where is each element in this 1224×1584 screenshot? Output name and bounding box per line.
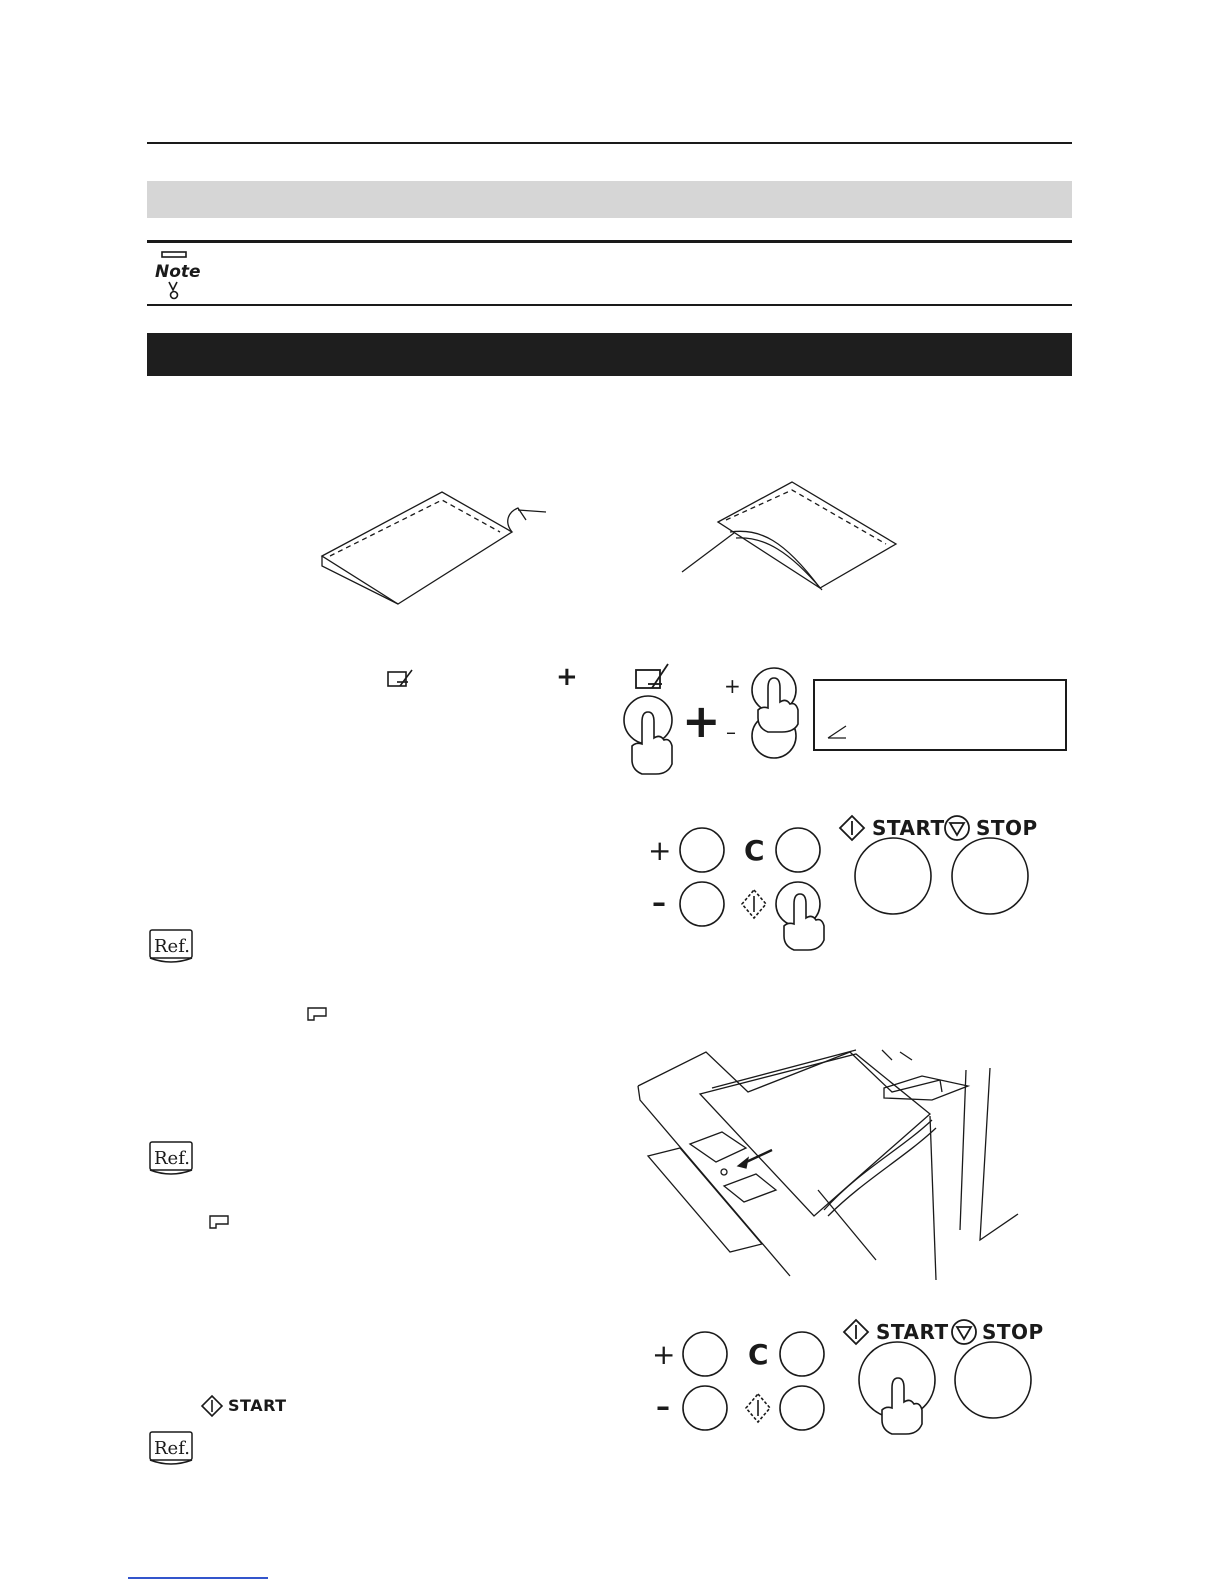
page-edge-icon [388,670,412,686]
panel3-minus-label: – [656,1390,670,1423]
svg-text:Ref.: Ref. [154,1438,190,1459]
inline-plus-symbol: + [556,662,578,692]
start-icon [202,1396,222,1416]
ref-book-icon [150,930,192,962]
panel2-clear-label: C [744,834,765,867]
panel1-big-plus: + [682,694,721,748]
panel3-clear-label: C [748,1338,769,1371]
ref-book-icon [150,1432,192,1464]
footer-link-underline[interactable] [128,1577,268,1579]
svg-text:Ref.: Ref. [154,1148,190,1169]
hand-press-icon [758,678,798,732]
folded-paper-illustration-left [322,492,546,604]
ref-book-icon [150,1142,192,1174]
panel2-stop-label: STOP [976,816,1038,840]
svg-text:Ref.: Ref. [154,936,190,957]
stop-icon [945,816,969,840]
inline-start-label: START [228,1396,287,1415]
pointing-finger-icon [308,1008,326,1020]
print-start-icon [742,890,766,918]
stop-icon [952,1320,976,1344]
hand-press-icon [882,1378,922,1434]
panel2-plus-label: + [648,834,672,867]
panel3-plus-label: + [652,1338,676,1371]
lcd-display [814,680,1066,750]
paper-tray-illustration [638,1050,1018,1280]
control-panel-3 [683,1332,1031,1430]
folded-paper-illustration-right [682,482,896,590]
page-edge-icon [636,664,668,688]
hand-press-icon [632,712,672,774]
svg-text:Note: Note [155,262,201,282]
pointing-finger-icon [210,1216,228,1228]
panel3-start-label: START [876,1320,949,1344]
panel3-stop-label: STOP [982,1320,1044,1344]
start-icon [844,1320,868,1344]
control-panel-2 [680,828,1028,926]
start-icon [840,816,864,840]
print-start-icon [746,1394,770,1422]
panel1-minus-label: – [726,720,736,744]
hand-press-icon [784,894,824,950]
panel2-start-label: START [872,816,945,840]
panel2-minus-label: – [652,886,666,919]
panel1-plus-label: + [724,674,741,698]
note-icon [155,252,201,299]
